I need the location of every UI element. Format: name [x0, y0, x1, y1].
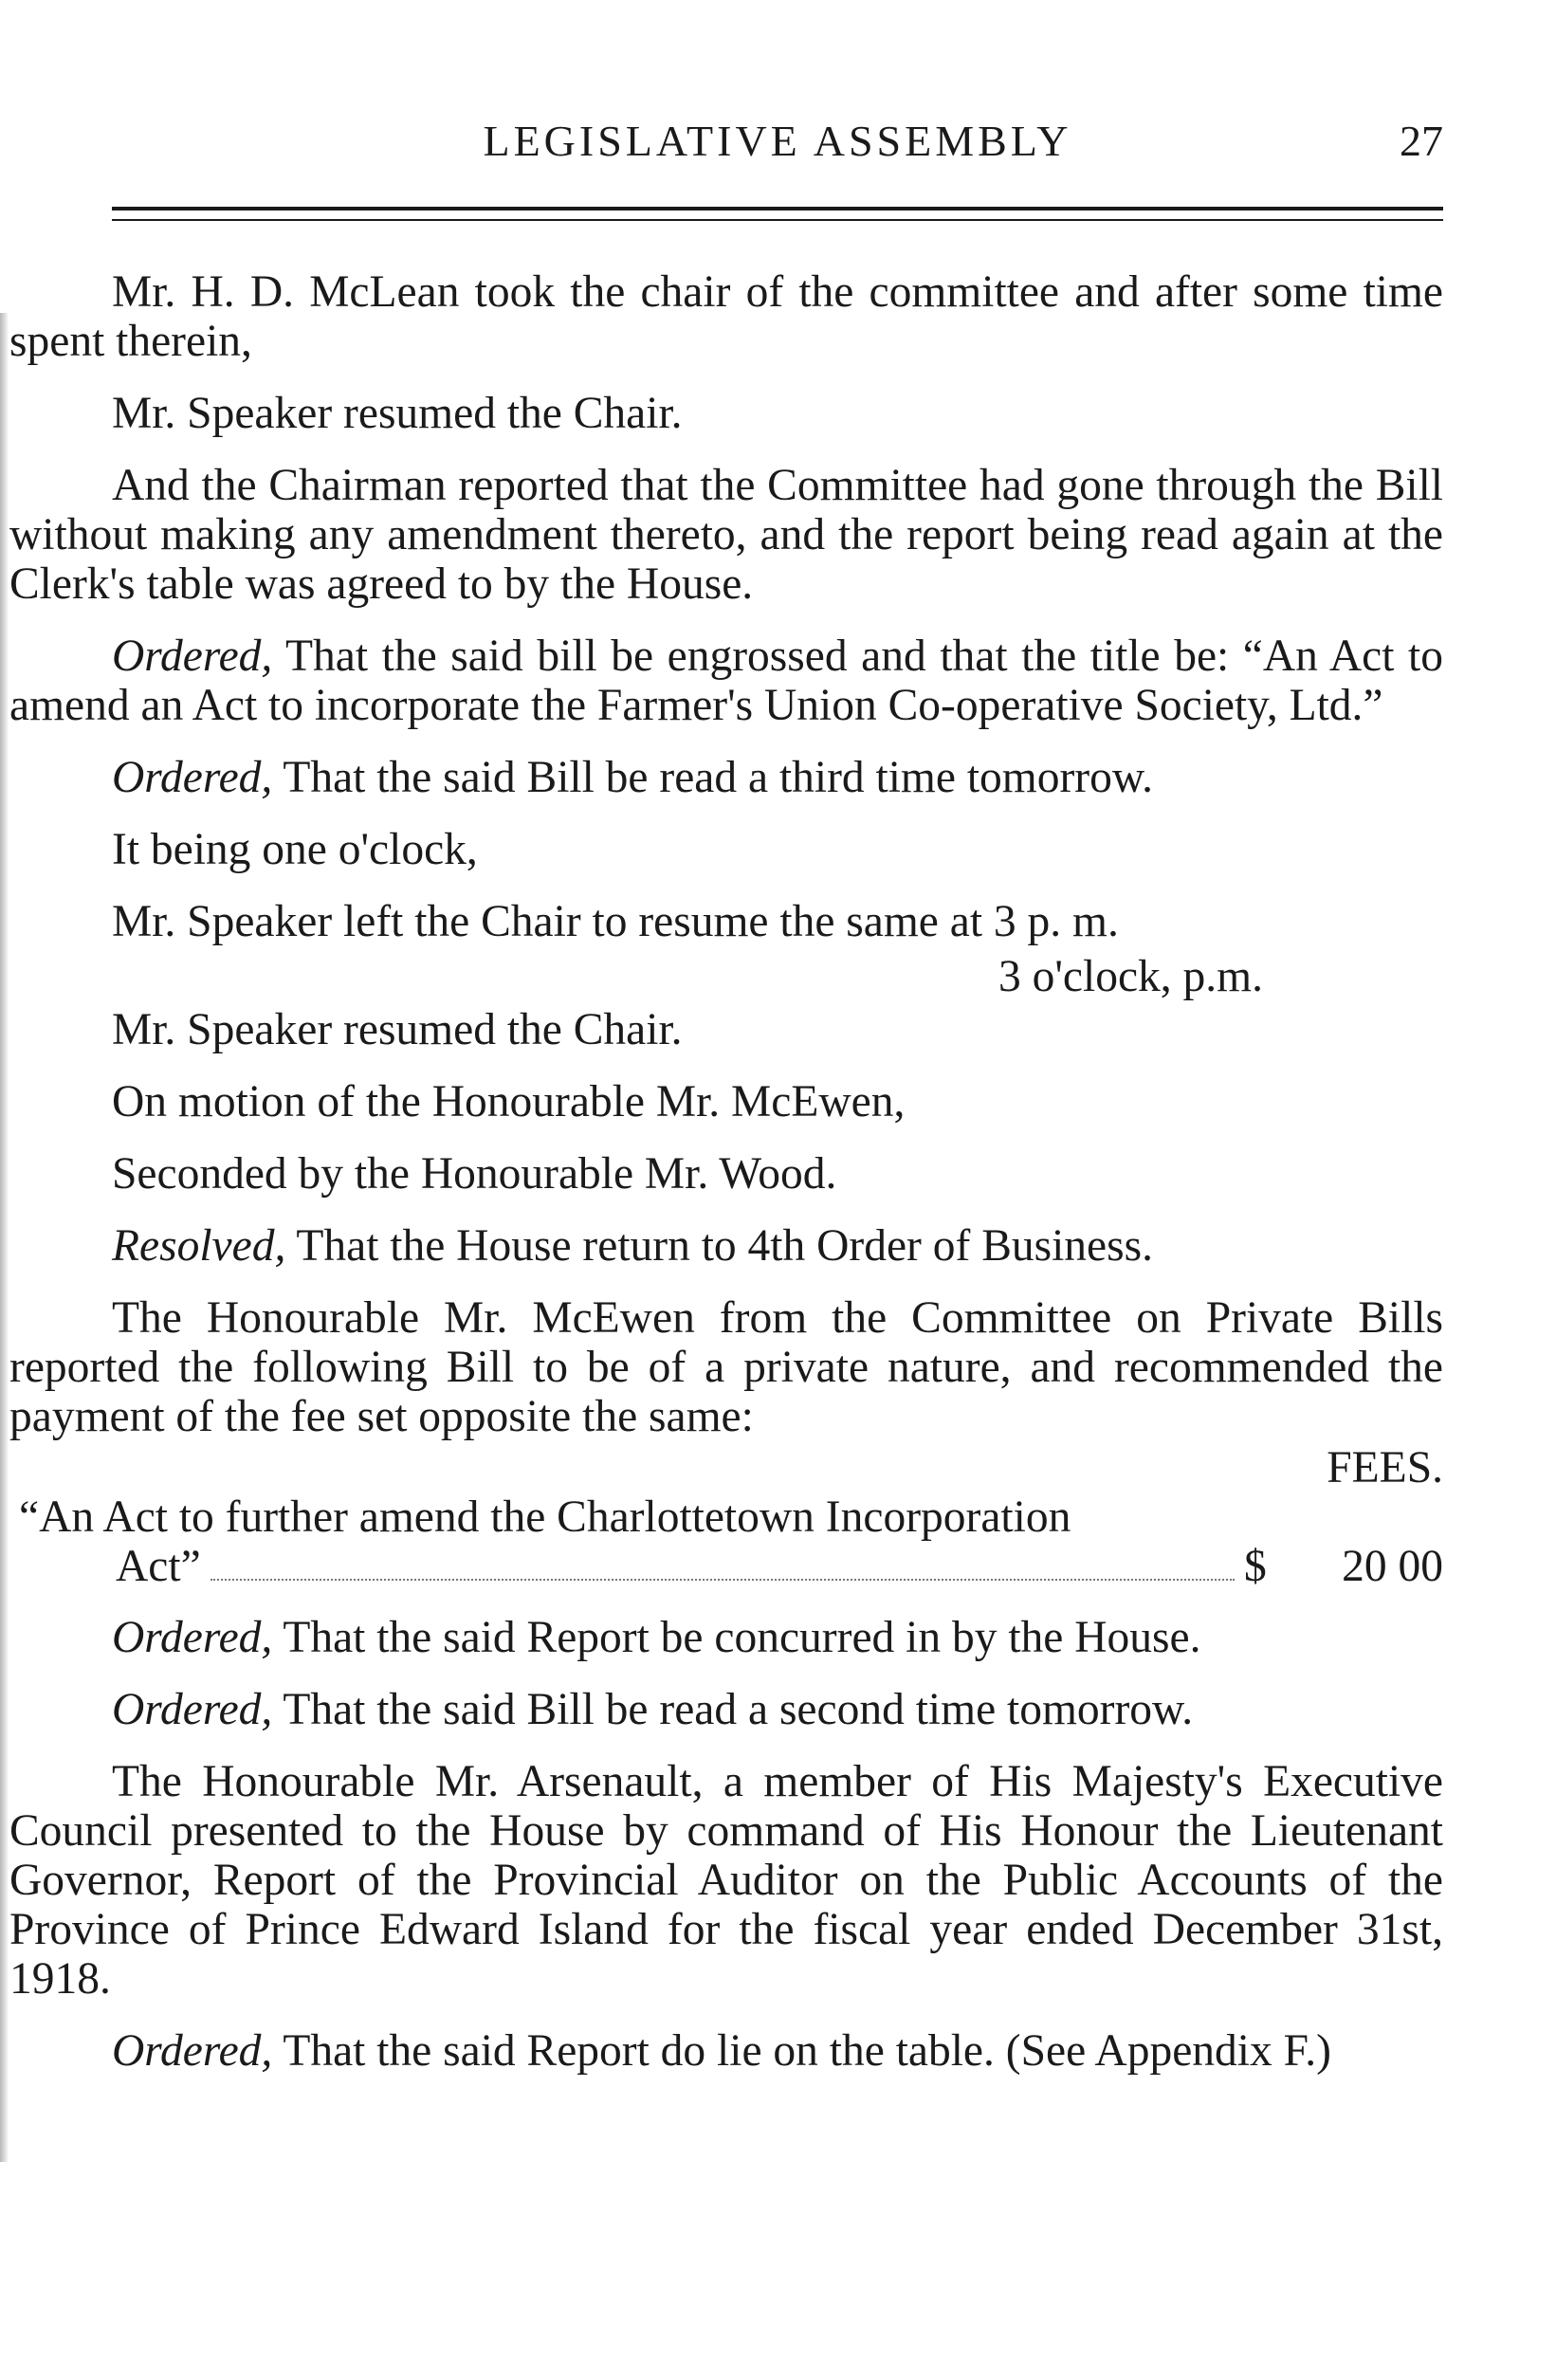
- header-rule-thin: [112, 219, 1443, 221]
- ordered-text: That the said bill be engrossed and that the title be: “An Act to amend an Act to incorporate the Farmer's Union Co-operative Society, Ltd.”: [9, 632, 1443, 730]
- dot-leader: [211, 1579, 1235, 1581]
- paragraph-motion: On motion of the Honourable Mr. McEwen,: [112, 1077, 906, 1126]
- paragraph-ordered-engrossed: [9, 632, 1443, 730]
- fee-row: [9, 1492, 1443, 1592]
- paragraph-private-bills-report: The Honourable Mr. McEwen from the Committee on Private Bills reported the following Bill to be of a private nature, and recommended the payment of the fee set opposite the same:: [9, 1293, 1443, 1441]
- fee-bill-title-end: Act”: [116, 1542, 201, 1591]
- resolved-lead: Resolved,: [112, 1221, 286, 1271]
- ordered-text: That the said Report be concurred in by the House.: [272, 1613, 1201, 1662]
- fee-bill-line: [9, 1542, 1443, 1592]
- ordered-lead: Ordered,: [112, 1613, 273, 1662]
- journal-body: [9, 267, 1443, 2098]
- paragraph-resolved: [9, 1221, 1443, 1271]
- running-title: LEGISLATIVE ASSEMBLY: [483, 117, 1072, 165]
- paragraph-speaker-resumed-1: Mr. Speaker resumed the Chair.: [112, 389, 683, 438]
- paragraph-speaker-resumed-2: Mr. Speaker resumed the Chair.: [112, 1005, 683, 1054]
- ordered-lead: Ordered,: [112, 1685, 273, 1734]
- paragraph-committee-chair: Mr. H. D. McLean took the chair of the committee and after some time spent therein,: [9, 267, 1443, 366]
- fees-heading: FEES.: [1327, 1443, 1443, 1492]
- scan-edge-shadow: [0, 313, 9, 2162]
- resolved-text: That the House return to 4th Order of Business.: [285, 1221, 1153, 1271]
- page-number: 27: [1400, 117, 1443, 165]
- ordered-lead: Ordered,: [112, 2026, 273, 2076]
- ordered-lead: Ordered,: [112, 753, 273, 802]
- fee-amount: 20 00: [1342, 1542, 1443, 1591]
- ordered-text: That the said Report do lie on the table. (See Appendix F.): [272, 2026, 1331, 2076]
- paragraph-chairman-report: And the Chairman reported that the Committee had gone through the Bill without making any amendment thereto, and the report being read again at the Clerk's table was agreed to by the House.: [9, 461, 1443, 609]
- paragraph-auditor-report: The Honourable Mr. Arsenault, a member of His Majesty's Executive Council presented to the House by command of His Honour the Lieutenant Governor, Report of the Provincial Auditor on the Public Accounts of the Province of Prince Edward Island for the fiscal year ended December 31st, 1918.: [9, 1757, 1443, 2004]
- paragraph-speaker-left: Mr. Speaker left the Chair to resume the same at 3 p. m.: [112, 897, 1119, 946]
- fee-currency: $: [1244, 1542, 1267, 1591]
- paragraph-ordered-third-reading: [9, 753, 1443, 802]
- time-marker: 3 o'clock, p.m.: [998, 952, 1263, 1001]
- ordered-text: That the said Bill be read a second time tomorrow.: [272, 1685, 1194, 1734]
- paragraph-one-oclock: It being one o'clock,: [112, 825, 478, 874]
- paragraph-ordered-concurred: [9, 1613, 1443, 1662]
- fee-bill-title: “An Act to further amend the Charlottetown Incorporation: [19, 1492, 1071, 1542]
- paragraph-ordered-lie-on-table: [9, 2026, 1443, 2076]
- running-header: [112, 116, 1443, 173]
- paragraph-ordered-second-reading: [9, 1685, 1443, 1734]
- ordered-text: That the said Bill be read a third time tomorrow.: [272, 753, 1153, 802]
- ordered-lead: Ordered,: [112, 632, 273, 681]
- paragraph-seconded: Seconded by the Honourable Mr. Wood.: [112, 1149, 837, 1199]
- header-rule-thick: [112, 207, 1443, 211]
